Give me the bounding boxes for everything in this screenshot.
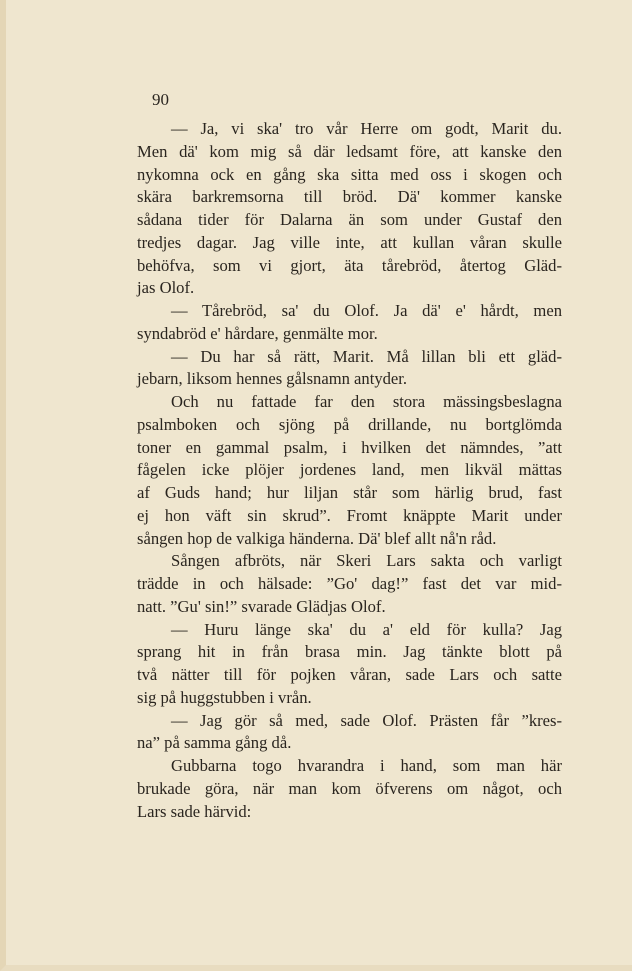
text-line: två nätter till för pojken våran, sade Lars och satte bbox=[137, 665, 562, 684]
text-line: toner en gammal psalm, i hvilken det nämndes, ”att bbox=[137, 437, 562, 457]
text-line: Men dä' kom mig så där ledsamt före, att kanske den bbox=[137, 141, 562, 161]
text-line: trädde in och hälsade: ”Go' dag!” fast det var mid- bbox=[137, 574, 562, 593]
text-line: behöfva, som vi gjort, äta tårebröd, återtog Gläd- bbox=[137, 255, 562, 275]
text-line: — Ja, vi ska' tro vår Herre om godt, Marit du. bbox=[171, 119, 562, 138]
body-text bbox=[137, 118, 562, 823]
text-line: Och nu fattade far den stora mässingsbeslagna bbox=[171, 392, 562, 411]
text-line: jas Olof. bbox=[137, 278, 195, 298]
text-line: Sången afbröts, när Skeri Lars sakta och varligt bbox=[171, 551, 562, 571]
text-line: syndabröd e' hårdare, genmälte mor. bbox=[137, 323, 378, 343]
text-line: sådana tider för Dalarna än som under Gustaf den bbox=[137, 210, 562, 229]
text-line: — Du har så rätt, Marit. Må lillan bli ett gläd- bbox=[171, 346, 562, 366]
text-line: fågelen icke plöjer jordenes land, men likväl mättas bbox=[137, 460, 562, 480]
text-line: sig på huggstubben i vrån. bbox=[137, 687, 312, 707]
text-line: brukade göra, när man kom öfverens om något, och bbox=[137, 778, 562, 798]
text-line: psalmboken och sjöng på drillande, nu bortglömda bbox=[137, 414, 562, 434]
text-line: — Huru länge ska' du a' eld för kulla? Jag bbox=[171, 619, 562, 639]
text-line: Lars sade härvid: bbox=[137, 801, 252, 821]
text-line: ej hon väft sin skrud”. Fromt knäppte Marit under bbox=[137, 505, 562, 525]
text-line: Gubbarna togo hvarandra i hand, som man här bbox=[171, 756, 562, 775]
text-line: natt. ”Gu' sin!” svarade Glädjas Olof. bbox=[137, 596, 386, 616]
text-line: sprang hit in från brasa min. Jag tänkte blott på bbox=[137, 642, 562, 662]
page-number: 90 bbox=[152, 90, 169, 109]
text-line: af Guds hand; hur liljan står som härlig brud, fast bbox=[137, 483, 562, 502]
text-line: — Tårebröd, sa' du Olof. Ja dä' e' hårdt, men bbox=[171, 301, 562, 320]
text-line: sången hop de valkiga händerna. Dä' blef allt nå'n råd. bbox=[137, 528, 497, 548]
text-line: skära barkremsorna till bröd. Dä' kommer kanske bbox=[137, 187, 562, 207]
text-line: — Jag gör så med, sade Olof. Prästen får ”kres- bbox=[171, 710, 562, 730]
text-line: jebarn, liksom hennes gålsnamn antyder. bbox=[137, 369, 408, 389]
text-line: tredjes dagar. Jag ville inte, att kullan våran skulle bbox=[137, 232, 562, 252]
text-line: na” på samma gång då. bbox=[137, 733, 292, 753]
text-line: nykomna ock en gång ska sitta med oss i skogen och bbox=[137, 164, 562, 184]
